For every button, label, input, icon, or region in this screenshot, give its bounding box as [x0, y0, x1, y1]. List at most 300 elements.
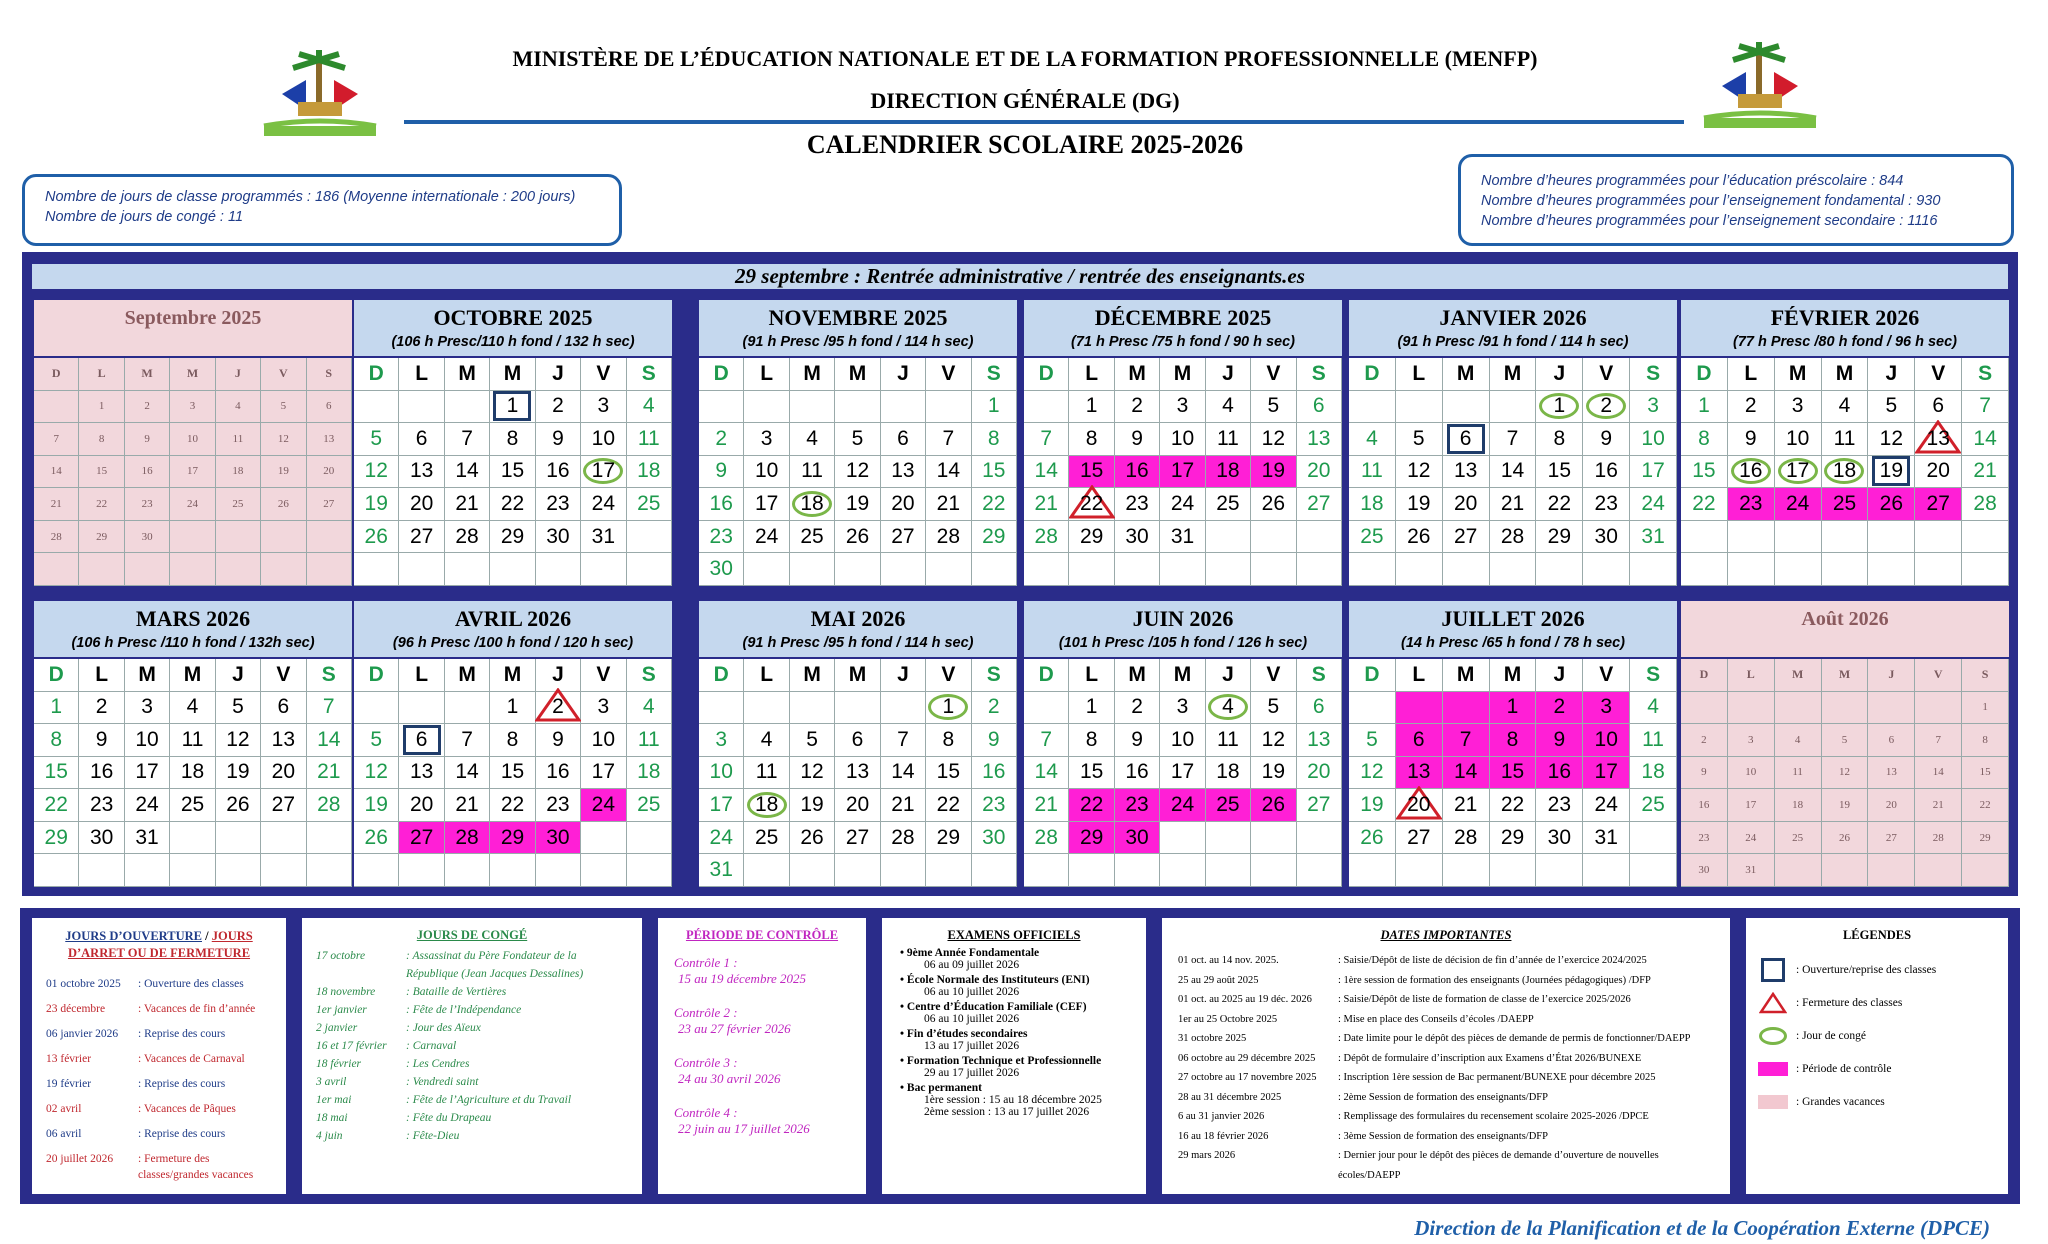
date-item [1178, 971, 1722, 991]
day-header: L [1069, 659, 1114, 692]
day-header: M [1822, 659, 1869, 692]
day-number: 27 [409, 825, 434, 849]
month-hours: (77 h Presc /80 h fond / 96 h sec) [1732, 334, 1958, 350]
day-header: L [399, 358, 444, 391]
legend-text: : Ouverture/reprise des classes [1796, 963, 1937, 976]
day-number: 9 [552, 727, 564, 751]
day-number: 3 [189, 400, 196, 413]
day-number: 30 [1698, 864, 1710, 877]
empty-cell [1490, 854, 1537, 887]
day-header: M [1775, 659, 1822, 692]
day-cell [699, 521, 744, 554]
item-date: 02 avril [46, 1103, 82, 1115]
empty-cell [1443, 692, 1490, 725]
day-number: 4 [186, 695, 199, 719]
day-cell [972, 692, 1017, 725]
empty-cell [1962, 521, 2009, 554]
day-cell [1583, 488, 1630, 521]
day-number: 16 [1739, 459, 1763, 483]
item-text: : 3ème Session de formation des enseignants/DFP [1338, 1130, 1548, 1142]
day-cell [1536, 789, 1583, 822]
day-header: L [79, 358, 124, 391]
empty-cell [1251, 822, 1296, 855]
day-header: V [581, 358, 626, 391]
day-number: 28 [1034, 825, 1058, 849]
day-number: 12 [277, 432, 289, 445]
empty-cell [1868, 521, 1915, 554]
day-number: 16 [1125, 459, 1149, 483]
day-cell [170, 488, 215, 521]
day-number: 27 [845, 825, 870, 849]
day-number: 1 [506, 394, 519, 418]
day-header: D [34, 358, 79, 391]
item-text: : Vacances de Pâques [138, 1103, 236, 1115]
day-cell [1490, 692, 1537, 725]
day-cell [790, 521, 835, 554]
day-cell [699, 854, 744, 887]
item-text: : Fermeture des classes/grandes vacances [138, 1153, 254, 1181]
day-cell [1962, 724, 2009, 757]
day-cell [790, 724, 835, 757]
day-header: S [972, 358, 1017, 391]
day-cell [34, 488, 79, 521]
month-title: JUIN 2026 [1132, 606, 1234, 631]
day-cell [1443, 724, 1490, 757]
day-number: 18 [232, 465, 244, 478]
day-cell [881, 423, 926, 456]
empty-cell [307, 521, 352, 554]
day-cell [261, 757, 306, 790]
day-cell [835, 456, 880, 489]
day-header: D [354, 358, 399, 391]
day-number: 24 [1170, 793, 1195, 817]
day-number: 4 [760, 727, 773, 751]
item-date: 06 avril [46, 1128, 82, 1140]
day-number: 11 [1792, 766, 1803, 779]
day-cell [1297, 757, 1342, 790]
day-cell [216, 692, 261, 725]
day-cell [581, 521, 626, 554]
day-cell [261, 391, 306, 424]
month-grid [1349, 358, 1677, 586]
day-cell [1160, 692, 1205, 725]
month-title: NOVEMBRE 2025 [768, 305, 948, 330]
day-cell [307, 724, 352, 757]
empty-cell [170, 521, 215, 554]
day-number: 24 [754, 524, 779, 548]
day-cell [170, 456, 215, 489]
info-box-days [22, 174, 622, 246]
day-cell [1160, 789, 1205, 822]
empty-cell [1443, 854, 1490, 887]
day-number: 21 [1034, 793, 1058, 817]
day-number: 18 [1641, 760, 1665, 784]
day-number: 26 [277, 498, 289, 511]
day-cell [926, 724, 971, 757]
day-number: 15 [1079, 760, 1104, 784]
ouverture-item [46, 1072, 272, 1097]
day-header: J [1206, 358, 1251, 391]
day-number: 13 [271, 727, 296, 751]
day-number: 13 [1307, 727, 1331, 751]
info-line: Nombre de jours de congé : 11 [45, 209, 244, 225]
month-grid [354, 358, 672, 586]
day-cell [1728, 854, 1775, 887]
day-number: 5 [806, 727, 818, 751]
empty-cell [1297, 553, 1342, 586]
exam-title: • Bac permanent [900, 1082, 982, 1094]
day-number: 11 [1217, 426, 1239, 450]
empty-cell [1822, 553, 1869, 586]
day-cell [445, 822, 490, 855]
day-cell [1443, 423, 1490, 456]
day-number: 21 [891, 793, 915, 817]
day-number: 15 [1979, 766, 1991, 779]
day-cell [445, 423, 490, 456]
day-number: 14 [1500, 459, 1525, 483]
day-header: M [170, 659, 215, 692]
day-number: 20 [271, 760, 296, 784]
day-cell [1536, 692, 1583, 725]
day-cell [1297, 789, 1342, 822]
day-cell [1681, 456, 1728, 489]
footer-credit: Direction de la Planification et de la Coopération Externe (DPCE) [1414, 1216, 1990, 1240]
day-cell [972, 456, 1017, 489]
day-number: 21 [936, 492, 961, 516]
day-cell [1443, 456, 1490, 489]
day-number: 26 [226, 793, 250, 817]
info-line: Nombre de jours de classe programmés : 186 (Moyenne internationale : 200 jours) [45, 189, 576, 205]
day-cell [881, 724, 926, 757]
day-number: 14 [455, 459, 479, 483]
month-hours: (71 h Presc /75 h fond / 90 h sec) [1070, 334, 1296, 350]
month-11 [1679, 599, 2011, 889]
day-number: 24 [591, 793, 616, 817]
day-number: 25 [754, 825, 779, 849]
day-number: 16 [1547, 760, 1572, 784]
item-date: 31 octobre 2025 [1178, 1033, 1247, 1044]
month-header [1349, 601, 1677, 659]
item-text: : Saisie/Dépôt de liste de formation de classe de l’exercice 2025/2026 [1338, 994, 1631, 1005]
day-number: 20 [1307, 760, 1331, 784]
day-cell [490, 692, 535, 725]
month-title: JANVIER 2026 [1439, 305, 1587, 330]
day-cell [399, 423, 444, 456]
day-number: 16 [1594, 459, 1618, 483]
day-number: 25 [1641, 793, 1665, 817]
exam-date: 06 au 09 juillet 2026 [924, 959, 1020, 971]
day-number: 31 [591, 524, 616, 548]
day-number: 29 [982, 524, 1006, 548]
day-number: 17 [591, 760, 616, 784]
item-date: 01 oct. au 2025 au 19 déc. 2026 [1178, 994, 1312, 1005]
day-cell [972, 488, 1017, 521]
empty-cell [1349, 553, 1396, 586]
day-cell [1915, 456, 1962, 489]
empty-cell [1443, 391, 1490, 424]
empty-cell [1536, 854, 1583, 887]
legend-text: : Grandes vacances [1796, 1095, 1885, 1108]
day-cell [1583, 789, 1630, 822]
item-date: 18 mai [316, 1112, 348, 1124]
item-text: : Vendredi saint [406, 1076, 479, 1088]
day-cell [445, 757, 490, 790]
day-cell [1069, 423, 1114, 456]
date-item [1178, 951, 1722, 971]
day-number: 7 [1935, 733, 1941, 746]
exam-item [900, 1055, 1136, 1079]
empty-cell [1822, 521, 1869, 554]
item-date: 13 février [46, 1053, 92, 1065]
conge-item [316, 1019, 630, 1037]
empty-cell [627, 854, 672, 887]
day-cell [307, 757, 352, 790]
day-header: M [835, 659, 880, 692]
item-date: 06 janvier 2026 [46, 1028, 119, 1040]
day-cell [1251, 789, 1296, 822]
item-date: 27 octobre au 17 novembre 2025 [1178, 1072, 1317, 1083]
empty-cell [972, 553, 1017, 586]
day-number: 5 [1366, 727, 1378, 751]
day-header: V [1251, 659, 1296, 692]
day-number: 30 [141, 530, 153, 543]
conge-item [316, 1127, 630, 1145]
day-number: 25 [232, 498, 244, 511]
day-cell [744, 521, 789, 554]
day-number: 4 [1794, 733, 1801, 746]
day-number: 4 [1222, 695, 1234, 719]
day-number: 2 [1701, 733, 1707, 746]
day-number: 21 [455, 492, 479, 516]
month-grid [1681, 358, 2009, 586]
day-header: M [170, 358, 215, 391]
day-number: 10 [1594, 727, 1618, 751]
day-cell [1024, 456, 1069, 489]
day-number: 29 [1079, 524, 1104, 548]
day-cell [1297, 391, 1342, 424]
day-cell [1490, 822, 1537, 855]
day-number: 20 [1307, 459, 1331, 483]
day-cell [926, 757, 971, 790]
day-number: 25 [1360, 524, 1384, 548]
ouverture-item [46, 972, 272, 997]
day-cell [125, 724, 170, 757]
day-number: 9 [95, 727, 108, 751]
day-number: 17 [1170, 459, 1195, 483]
day-number: 11 [232, 432, 244, 445]
empty-cell [79, 854, 124, 887]
day-cell [1915, 789, 1962, 822]
dates-title: DATES IMPORTANTES [1380, 928, 1512, 942]
day-number: 13 [1307, 426, 1331, 450]
day-cell [1206, 692, 1251, 725]
empty-cell [1160, 553, 1205, 586]
day-cell [881, 757, 926, 790]
empty-cell [1297, 854, 1342, 887]
ministry-title: MINISTÈRE DE L’ÉDUCATION NATIONALE ET DE LA FORMATION PROFESSIONNELLE (MENFP) [512, 46, 1538, 71]
empty-cell [125, 854, 170, 887]
day-number: 30 [89, 825, 114, 849]
day-number: 8 [50, 727, 63, 751]
empty-cell [1583, 854, 1630, 887]
day-cell [1206, 423, 1251, 456]
day-cell [354, 724, 399, 757]
day-number: 3 [715, 727, 728, 751]
day-cell [490, 724, 535, 757]
day-cell [1069, 488, 1114, 521]
day-cell [1396, 757, 1443, 790]
month-hours: (91 h Presc /91 h fond / 114 h sec) [1397, 334, 1629, 350]
day-cell [744, 456, 789, 489]
day-cell [1490, 423, 1537, 456]
day-number: 27 [1885, 831, 1897, 844]
day-number: 20 [323, 465, 335, 478]
empty-cell [835, 553, 880, 586]
day-number: 10 [1785, 426, 1810, 450]
day-cell [216, 391, 261, 424]
day-number: 11 [181, 727, 204, 751]
day-number: 12 [800, 760, 824, 784]
day-cell [1160, 724, 1205, 757]
day-cell [1536, 423, 1583, 456]
day-header: M [1490, 659, 1537, 692]
day-number: 23 [1594, 492, 1618, 516]
day-number: 1 [1085, 695, 1098, 719]
day-number: 8 [98, 432, 105, 445]
month-hours: (96 h Presc /100 h fond / 120 h sec) [392, 635, 634, 651]
day-number: 12 [226, 727, 250, 751]
day-number: 26 [800, 825, 824, 849]
item-date: 25 au 29 août 2025 [1178, 974, 1259, 986]
day-number: 17 [1594, 760, 1618, 784]
day-cell [926, 789, 971, 822]
day-cell [972, 423, 1017, 456]
day-number: 10 [1641, 426, 1665, 450]
day-number: 7 [897, 727, 909, 751]
day-cell [972, 789, 1017, 822]
empty-cell [1251, 521, 1296, 554]
date-item [1178, 1068, 1722, 1088]
day-cell [170, 692, 215, 725]
day-cell [1024, 488, 1069, 521]
day-number: 29 [1079, 825, 1104, 849]
day-number: 30 [982, 825, 1006, 849]
day-cell [216, 757, 261, 790]
day-number: 25 [637, 492, 661, 516]
empty-cell [790, 692, 835, 725]
day-number: 28 [455, 825, 479, 849]
day-number: 27 [409, 524, 434, 548]
day-cell [835, 423, 880, 456]
day-number: 15 [96, 465, 108, 478]
day-number: 2 [552, 394, 564, 418]
day-cell [1630, 692, 1677, 725]
day-number: 18 [637, 459, 661, 483]
empty-cell [1251, 854, 1296, 887]
item-text: : Fête-Dieu [406, 1130, 460, 1142]
legend-item [1756, 953, 2008, 986]
empty-cell [170, 854, 215, 887]
day-cell [399, 488, 444, 521]
day-number: 5 [1885, 394, 1898, 418]
day-cell [1962, 456, 2009, 489]
item-text: : Remplissage des formulaires du recensement scolaire 2025-2026 /DPCE [1338, 1111, 1649, 1122]
day-number: 16 [709, 492, 733, 516]
controle-title: PÉRIODE DE CONTRÔLE [685, 928, 839, 942]
day-cell [536, 456, 581, 489]
conge-list [302, 943, 642, 1145]
day-number: 17 [591, 459, 616, 483]
day-cell [1868, 488, 1915, 521]
day-number: 21 [1973, 459, 1997, 483]
day-header: J [881, 659, 926, 692]
day-cell [1630, 724, 1677, 757]
day-cell [1160, 391, 1205, 424]
date-item [1178, 1146, 1722, 1185]
day-cell [1630, 423, 1677, 456]
day-cell [399, 757, 444, 790]
empty-cell [744, 692, 789, 725]
day-number: 15 [1500, 760, 1525, 784]
day-number: 23 [1739, 492, 1763, 516]
empty-cell [1681, 692, 1728, 725]
day-cell [744, 757, 789, 790]
empty-cell [34, 854, 79, 887]
empty-cell [399, 553, 444, 586]
day-header: J [1206, 659, 1251, 692]
day-cell [581, 757, 626, 790]
info-box-hours [1458, 154, 2014, 246]
empty-cell [1349, 692, 1396, 725]
day-number: 21 [1500, 492, 1525, 516]
day-cell [1583, 521, 1630, 554]
day-cell [835, 822, 880, 855]
day-number: 9 [987, 727, 1000, 751]
day-cell [1822, 488, 1869, 521]
day-cell [261, 789, 306, 822]
day-cell [1681, 757, 1728, 790]
day-cell [445, 724, 490, 757]
day-cell [354, 488, 399, 521]
day-cell [1775, 456, 1822, 489]
day-number: 2 [987, 695, 1000, 719]
controle-value: 22 juin au 17 juillet 2026 [678, 1121, 810, 1136]
day-cell [261, 423, 306, 456]
day-number: 6 [897, 426, 909, 450]
day-cell [399, 521, 444, 554]
day-cell [307, 423, 352, 456]
item-date: 06 octobre au 29 décembre 2025 [1178, 1052, 1316, 1064]
direction-title: DIRECTION GÉNÉRALE (DG) [870, 88, 1180, 113]
date-item [1178, 990, 1722, 1010]
day-header: J [536, 659, 581, 692]
empty-cell [790, 553, 835, 586]
day-number: 26 [1838, 831, 1850, 844]
empty-cell [1915, 553, 1962, 586]
empty-cell [1775, 553, 1822, 586]
day-number: 24 [709, 825, 733, 849]
day-number: 31 [1594, 825, 1618, 849]
day-header: M [1822, 358, 1869, 391]
day-number: 22 [500, 492, 525, 516]
empty-cell [926, 391, 971, 424]
page-title: CALENDRIER SCOLAIRE 2025-2026 [806, 130, 1244, 159]
day-number: 23 [709, 524, 733, 548]
day-cell [926, 822, 971, 855]
day-cell [1115, 456, 1160, 489]
day-number: 18 [1792, 799, 1804, 812]
empty-cell [1115, 854, 1160, 887]
